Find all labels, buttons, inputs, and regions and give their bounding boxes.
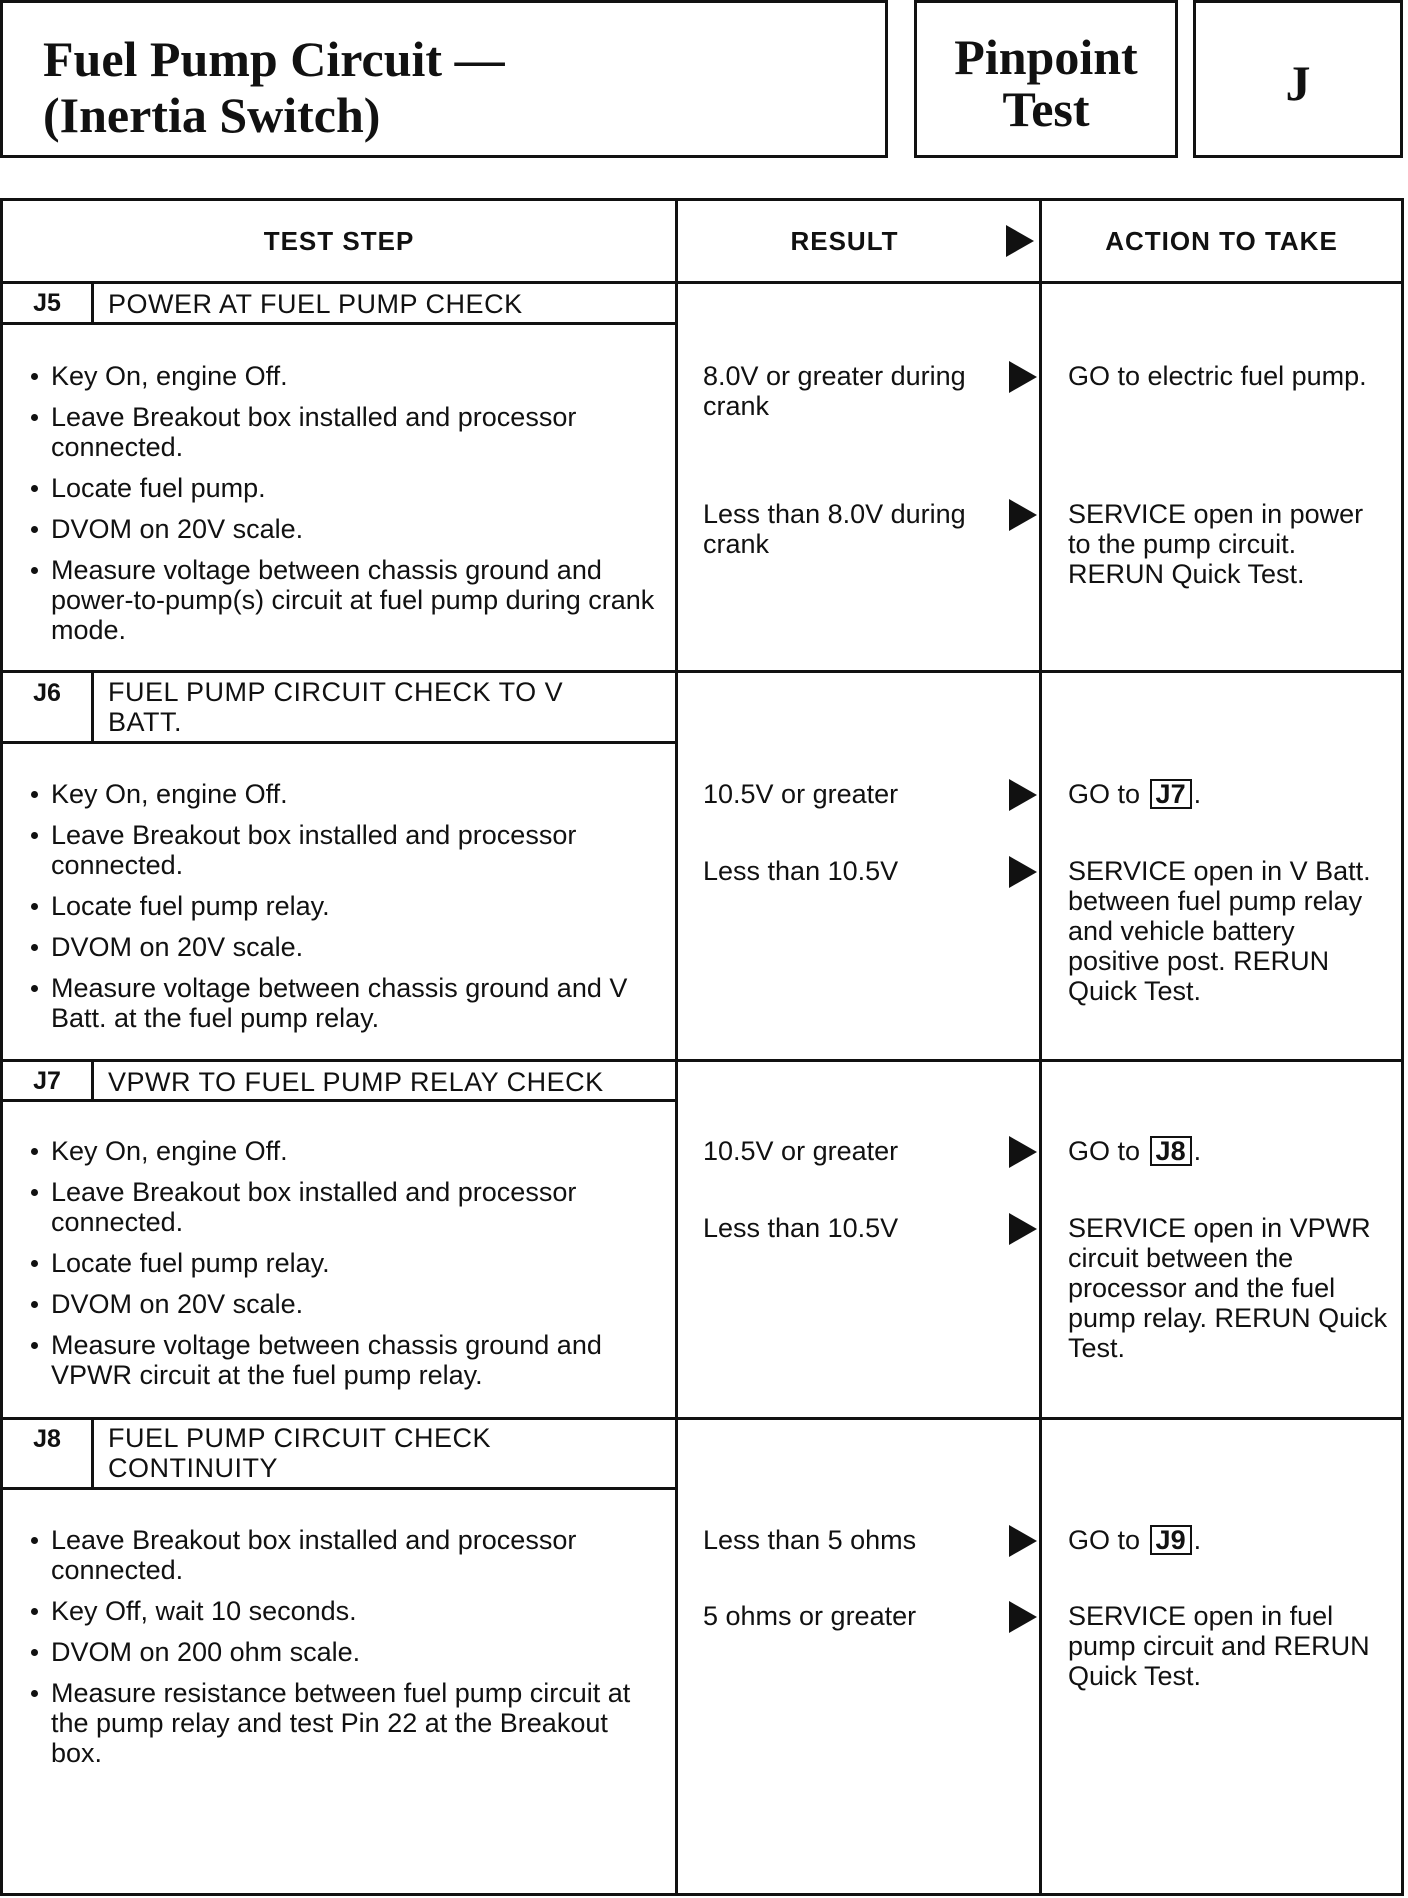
- section-divider: [3, 670, 1401, 673]
- instruction-item: Leave Breakout box installed and processor connected.: [29, 1525, 659, 1585]
- result-text: 8.0V or greater during crank: [703, 361, 966, 421]
- arrow-right-icon: [1009, 1136, 1037, 1168]
- step-id: J8: [33, 1425, 61, 1453]
- result-text: Less than 10.5V: [703, 1213, 899, 1243]
- instruction-item: DVOM on 20V scale.: [29, 1289, 659, 1319]
- instruction-item: Leave Breakout box installed and processor connected.: [29, 1177, 659, 1237]
- instruction-item: Measure voltage between chassis ground and power-to-pump(s) circuit at fuel pump during crank mode.: [29, 555, 659, 645]
- test-letter: J: [1285, 55, 1311, 111]
- action-text: [1068, 1136, 1393, 1166]
- instruction-item: DVOM on 200 ohm scale.: [29, 1637, 659, 1667]
- step-title-divider: [3, 1487, 675, 1490]
- result-header-label: RESULT: [790, 226, 899, 256]
- step-instructions: [29, 361, 659, 656]
- column-divider: [1039, 201, 1042, 1893]
- instruction-item: Locate fuel pump relay.: [29, 1248, 659, 1278]
- instruction-item: DVOM on 20V scale.: [29, 932, 659, 962]
- step-id: J6: [33, 679, 61, 707]
- action-text: [1068, 1525, 1393, 1555]
- instruction-item: Measure resistance between fuel pump circuit at the pump relay and test Pin 22 at the Breakout box.: [29, 1678, 659, 1768]
- arrow-right-icon: [1009, 779, 1037, 811]
- column-header-result: [678, 201, 1039, 281]
- arrow-right-icon: [1006, 225, 1034, 257]
- result-text: Less than 5 ohms: [703, 1525, 917, 1555]
- arrow-right-icon: [1009, 856, 1037, 888]
- action-text: SERVICE open in fuel pump circuit and RERUN Quick Test.: [1068, 1601, 1370, 1691]
- action-text: [1068, 779, 1393, 809]
- column-divider: [675, 201, 678, 1893]
- step-instructions: [29, 1525, 659, 1779]
- pinpoint-test-label: Pinpoint Test: [954, 29, 1138, 137]
- step-reference: J9: [1150, 1525, 1192, 1555]
- column-header-action: ACTION TO TAKE: [1105, 226, 1338, 256]
- instruction-item: Key On, engine Off.: [29, 779, 659, 809]
- instruction-item: Measure voltage between chassis ground and VPWR circuit at the fuel pump relay.: [29, 1330, 659, 1390]
- result-text: 10.5V or greater: [703, 779, 899, 809]
- pinpoint-table: [0, 198, 1404, 1896]
- action-text: SERVICE open in power to the pump circuit. RERUN Quick Test.: [1068, 499, 1364, 589]
- instruction-item: Leave Breakout box installed and processor connected.: [29, 402, 659, 462]
- pinpoint-test-box: [914, 0, 1178, 158]
- instruction-item: Locate fuel pump.: [29, 473, 659, 503]
- section-divider: [3, 1417, 1401, 1420]
- step-id-divider: [91, 1062, 94, 1099]
- header-divider: [3, 281, 1401, 284]
- instruction-item: Key Off, wait 10 seconds.: [29, 1596, 659, 1626]
- instruction-item: Key On, engine Off.: [29, 361, 659, 391]
- action-text: SERVICE open in VPWR circuit between the processor and the fuel pump relay. RERUN Quick Test.: [1068, 1213, 1388, 1363]
- step-title: FUEL PUMP CIRCUIT CHECK CONTINUITY: [108, 1423, 492, 1483]
- result-text: Less than 10.5V: [703, 856, 899, 886]
- action-suffix: .: [1193, 779, 1202, 809]
- step-reference: J7: [1150, 779, 1192, 809]
- arrow-right-icon: [1009, 361, 1037, 393]
- action-suffix: .: [1193, 1136, 1202, 1166]
- section-divider: [3, 1059, 1401, 1062]
- arrow-right-icon: [1009, 1213, 1037, 1245]
- result-text: Less than 8.0V during crank: [703, 499, 966, 559]
- step-id-divider: [91, 673, 94, 741]
- title-box: [0, 0, 888, 158]
- arrow-right-icon: [1009, 499, 1037, 531]
- instruction-item: Measure voltage between chassis ground and V Batt. at the fuel pump relay.: [29, 973, 659, 1033]
- step-reference: J8: [1150, 1136, 1192, 1166]
- instruction-item: Key On, engine Off.: [29, 1136, 659, 1166]
- step-title-divider: [3, 322, 675, 325]
- action-suffix: .: [1193, 1525, 1202, 1555]
- step-id-divider: [91, 1420, 94, 1487]
- action-prefix: GO to: [1068, 779, 1141, 809]
- step-title-divider: [3, 741, 675, 744]
- column-header-test-step: TEST STEP: [263, 226, 415, 256]
- step-title: FUEL PUMP CIRCUIT CHECK TO V BATT.: [108, 677, 564, 737]
- action-prefix: GO to: [1068, 1136, 1141, 1166]
- instruction-item: Leave Breakout box installed and processor connected.: [29, 820, 659, 880]
- arrow-right-icon: [1009, 1601, 1037, 1633]
- step-title: POWER AT FUEL PUMP CHECK: [108, 289, 523, 319]
- step-instructions: [29, 1136, 659, 1401]
- step-instructions: [29, 779, 659, 1044]
- result-text: 10.5V or greater: [703, 1136, 899, 1166]
- action-prefix: GO to: [1068, 1525, 1141, 1555]
- step-id: J5: [33, 289, 61, 317]
- arrow-right-icon: [1009, 1525, 1037, 1557]
- instruction-item: DVOM on 20V scale.: [29, 514, 659, 544]
- test-letter-box: [1193, 0, 1403, 158]
- page-title: Fuel Pump Circuit — (Inertia Switch): [43, 31, 505, 143]
- step-id: J7: [33, 1067, 61, 1095]
- instruction-item: Locate fuel pump relay.: [29, 891, 659, 921]
- result-text: 5 ohms or greater: [703, 1601, 917, 1631]
- action-text: SERVICE open in V Batt. between fuel pump relay and vehicle battery positive post. RERUN Quick Test.: [1068, 856, 1371, 1006]
- action-text: GO to electric fuel pump.: [1068, 361, 1367, 391]
- step-title: VPWR TO FUEL PUMP RELAY CHECK: [108, 1067, 604, 1097]
- step-id-divider: [91, 284, 94, 322]
- step-title-divider: [3, 1099, 675, 1102]
